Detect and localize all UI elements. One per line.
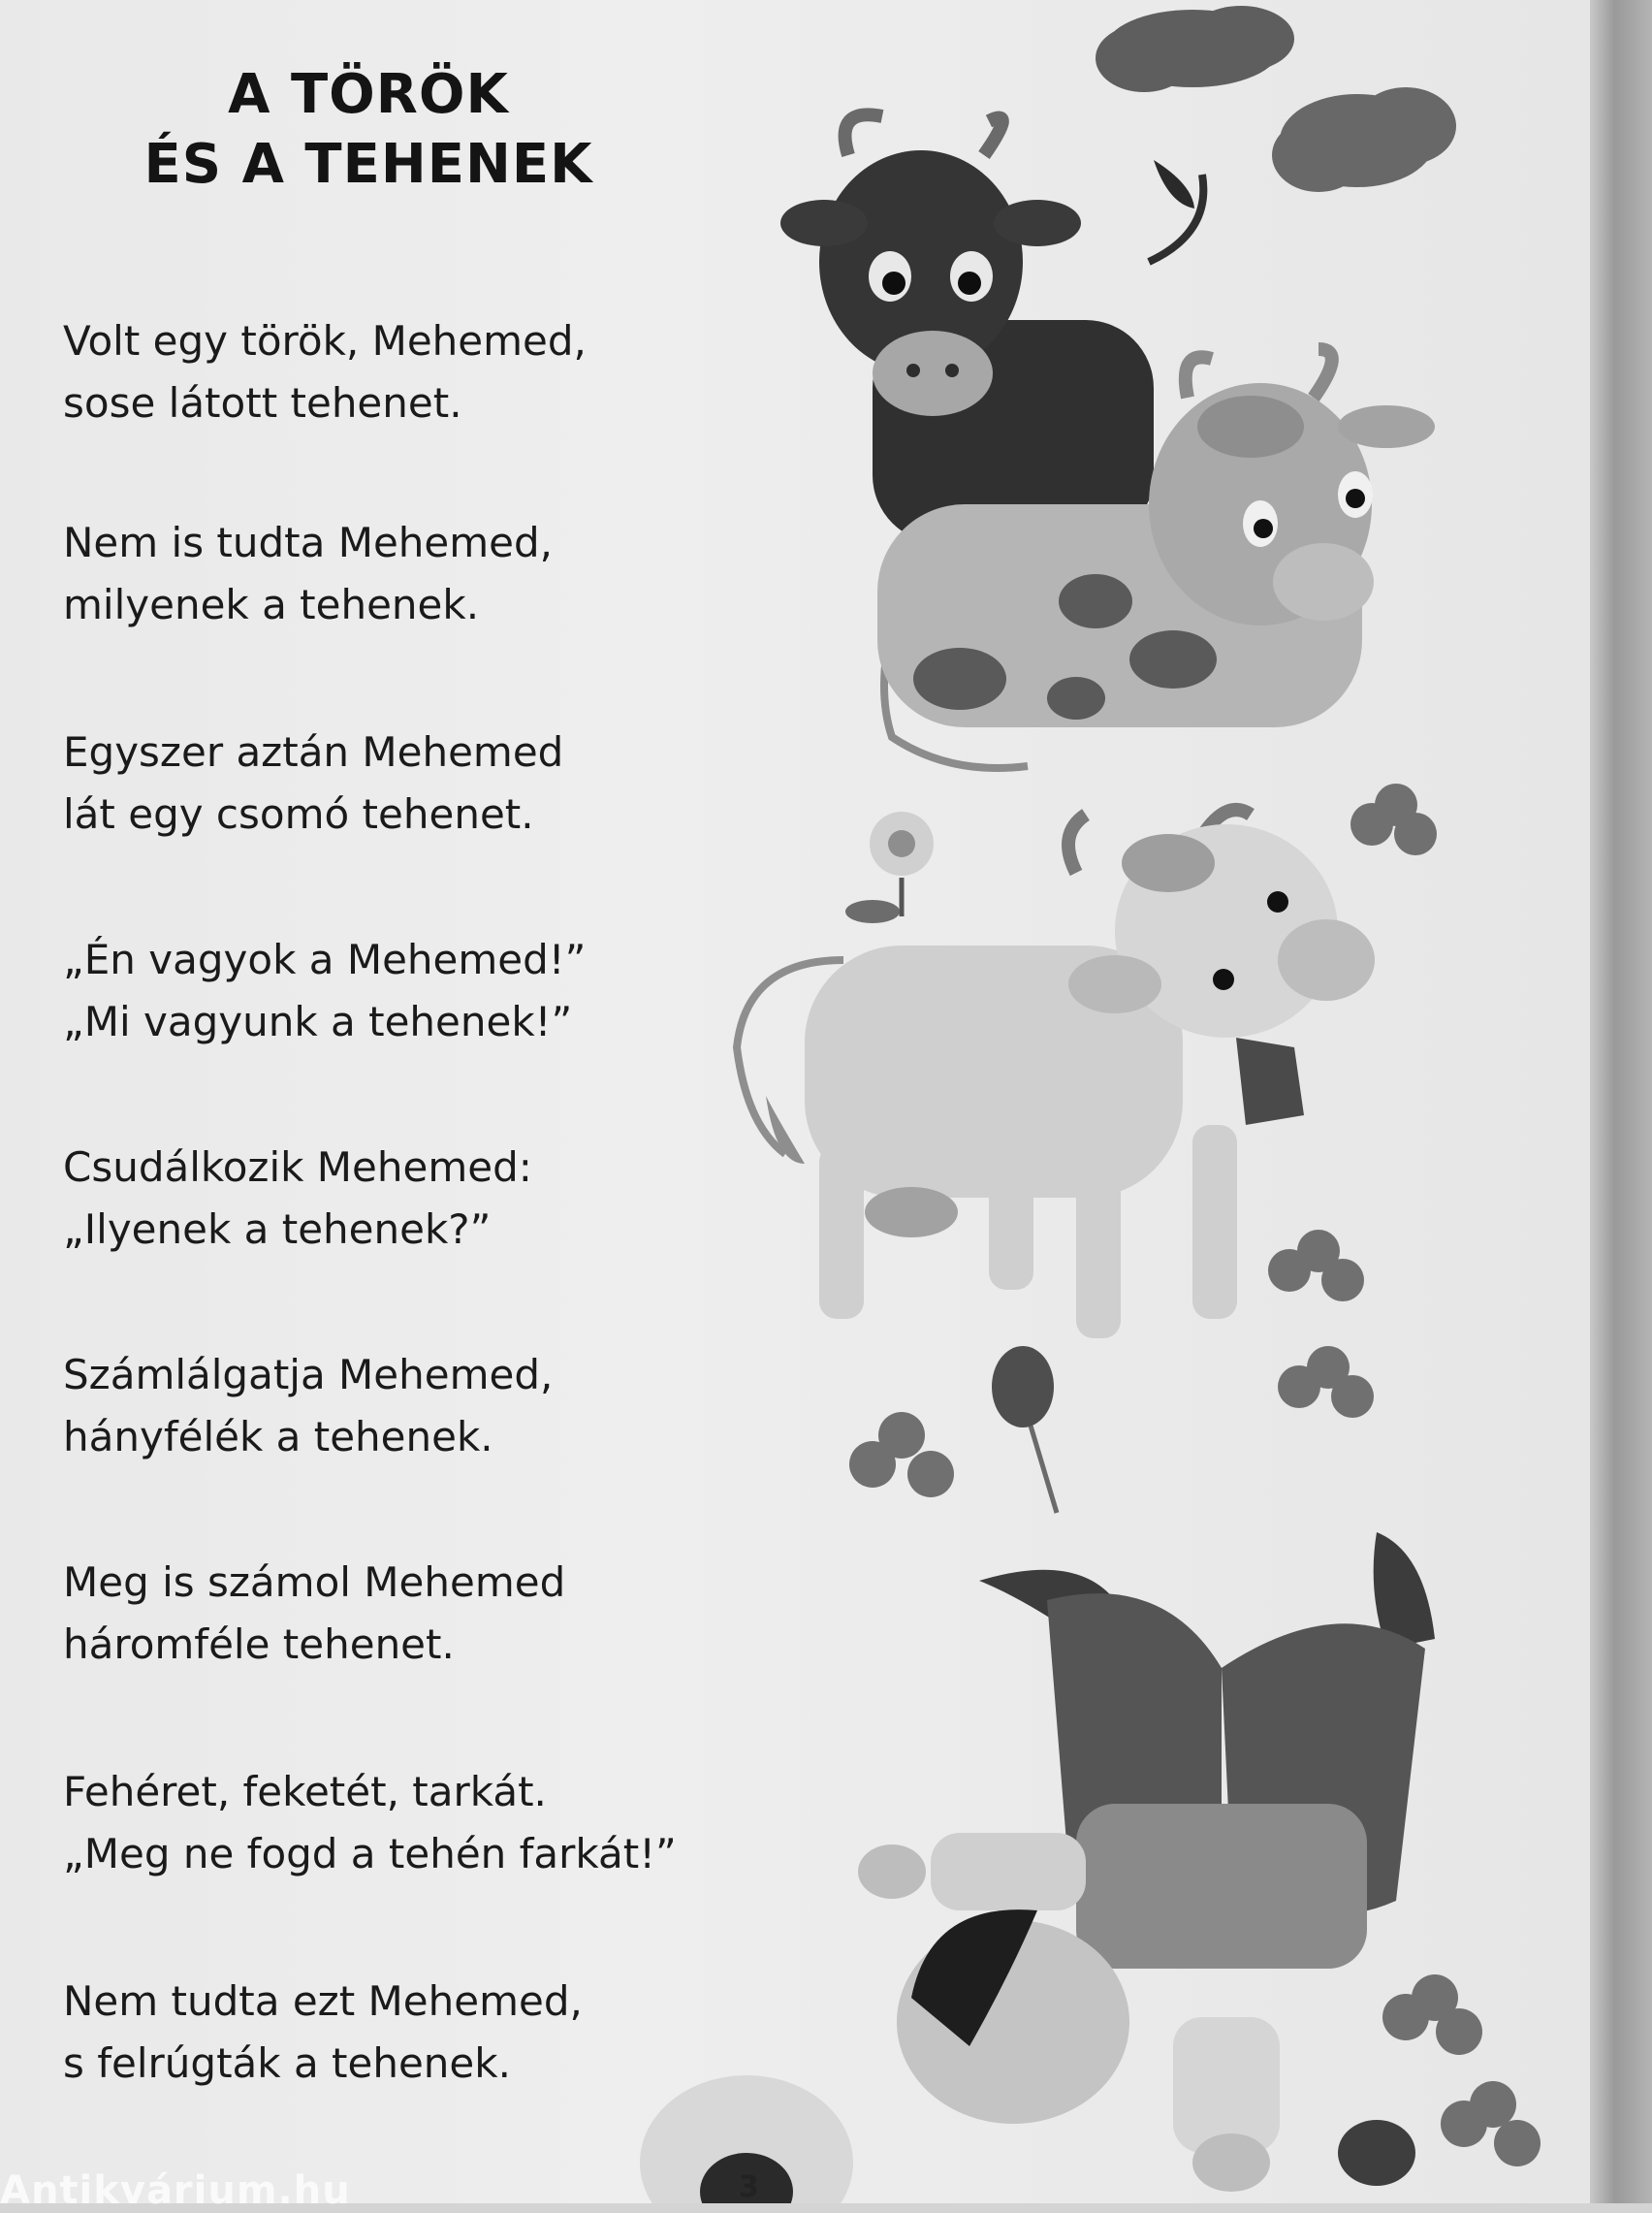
page-number: 3 bbox=[739, 2170, 759, 2204]
stanza-line: hányfélék a tehenek. bbox=[63, 1413, 493, 1460]
stanza-line: lát egy csomó tehenet. bbox=[63, 790, 534, 838]
flower-icon bbox=[845, 812, 934, 923]
watermark: Antikvárium.hu bbox=[0, 2168, 351, 2213]
stanza-line: „Én vagyok a Mehemed!” bbox=[63, 936, 587, 983]
stanza-line: Számlálgatja Mehemed, bbox=[63, 1351, 554, 1398]
title-line-1: A TÖRÖK bbox=[228, 63, 509, 126]
stanza-line: Nem is tudta Mehemed, bbox=[63, 519, 554, 566]
stanza-line: Fehéret, feketét, tarkát. bbox=[63, 1768, 547, 1815]
stanza-line: sose látott tehenet. bbox=[63, 379, 462, 427]
stanza-line: Volt egy török, Mehemed, bbox=[63, 317, 587, 365]
stanza-line: Egyszer aztán Mehemed bbox=[63, 728, 564, 776]
stanza-line: Csudálkozik Mehemed: bbox=[63, 1143, 532, 1191]
cloud-right bbox=[1272, 87, 1456, 192]
stanza-line: s felrúgták a tehenek. bbox=[63, 2039, 511, 2087]
stanza-line: milyenek a tehenek. bbox=[63, 581, 480, 628]
stanza-line: „Mi vagyunk a tehenek!” bbox=[63, 998, 573, 1045]
black-cow bbox=[780, 114, 1203, 543]
title-line-2: ÉS A TEHENEK bbox=[143, 133, 593, 196]
stanza-line: háromféle tehenet. bbox=[63, 1620, 455, 1668]
boy-tumbling bbox=[858, 1532, 1435, 2192]
stanza-line: Nem tudta ezt Mehemed, bbox=[63, 1977, 583, 2025]
cloud-top bbox=[1096, 6, 1294, 92]
stanza-line: Meg is számol Mehemed bbox=[63, 1558, 566, 1606]
stanza-line: „Ilyenek a tehenek?” bbox=[63, 1205, 492, 1253]
stanza-line: „Meg ne fogd a tehén farkát!” bbox=[63, 1830, 677, 1877]
